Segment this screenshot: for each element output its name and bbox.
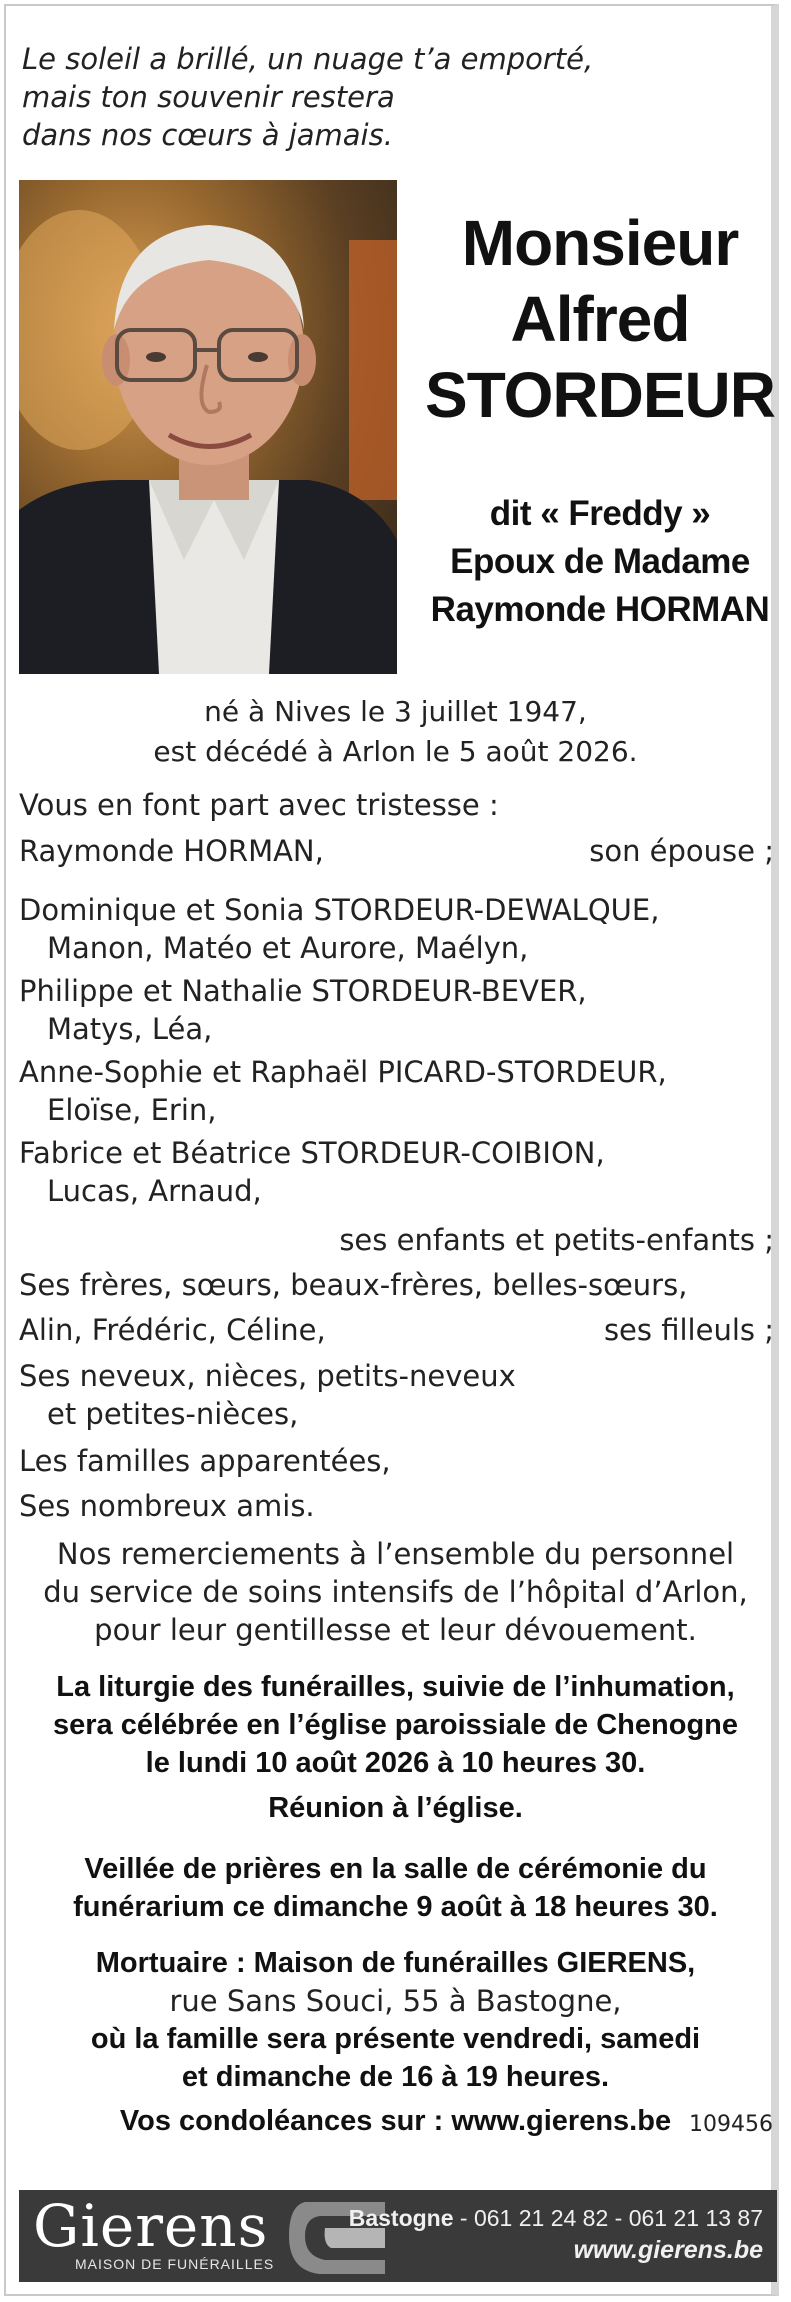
spouse-line-2: Raymonde HORMAN [430, 590, 770, 629]
nephews-line-1: Ses neveux, nièces, petits-neveux [19, 1359, 516, 1393]
mortuary-line-3: où la famille sera présente vendredi, samedi [90, 2023, 701, 2055]
family-parents: Anne-Sophie et Raphaël PICARD-STORDEUR, [19, 1055, 667, 1089]
vigil-line: funérarium ce dimanche 9 août à 18 heures 30. [73, 1891, 718, 1923]
family-kids: Manon, Matéo et Aurore, Maélyn, [47, 931, 529, 965]
thanks-block [0, 1535, 791, 1649]
thanks-line: Nos remerciements à l’ensemble du personnel [56, 1537, 735, 1571]
name-title: Monsieur [461, 207, 739, 279]
vigil-line: Veillée de prières en la salle de cérémonie du [84, 1853, 707, 1885]
brand-subtitle: MAISON DE FUNÉRAILLES [75, 2256, 275, 2272]
mortuary-line-4: et dimanche de 16 à 19 heures. [181, 2061, 610, 2093]
thanks-line: du service de soins intensifs de l’hôpital d’Arlon, [43, 1575, 748, 1609]
children-relation: ses enfants et petits-enfants ; [339, 1223, 774, 1257]
poem [22, 40, 722, 154]
family-kids: Eloïse, Erin, [47, 1093, 217, 1127]
name-first: Alfred [510, 283, 690, 355]
spouse-row [19, 834, 774, 874]
intro-text: Vous en font part avec tristesse : [19, 788, 499, 822]
liturgy-line: La liturgie des funérailles, suivie de l’inhumation, [56, 1671, 735, 1703]
deceased-name [410, 205, 790, 433]
nickname: dit « Freddy » [489, 494, 711, 533]
family-kids: Matys, Léa, [47, 1012, 213, 1046]
poem-line: mais ton souvenir restera [22, 80, 395, 114]
liturgy-line: sera célébrée en l’église paroissiale de Chenogne [52, 1709, 739, 1741]
vigil-block [0, 1850, 791, 1926]
mortuary-line-1: Mortuaire : Maison de funérailles GIERENS, [95, 1947, 696, 1979]
family-kids: Lucas, Arnaud, [47, 1174, 262, 1208]
birth-death-info [0, 692, 791, 772]
contact-website[interactable]: www.gierens.be [573, 2236, 763, 2264]
liturgy-line: le lundi 10 août 2026 à 10 heures 30. [145, 1747, 646, 1779]
thanks-line: pour leur gentillesse et leur dévouement. [94, 1613, 697, 1647]
condolences-text: Vos condoléances sur : www.gierens.be [119, 2105, 672, 2137]
deceased-portrait-photo [19, 180, 397, 674]
deceased-subtitle [410, 490, 790, 634]
funeral-home-footer [19, 2190, 777, 2282]
spouse-name: Raymonde HORMAN, [19, 834, 324, 868]
siblings-line: Ses frères, sœurs, beaux-frères, belles-sœurs, [19, 1268, 688, 1302]
poem-line: dans nos cœurs à jamais. [22, 118, 393, 152]
reference-number: 109456 [689, 2112, 773, 2137]
death-line: est décédé à Arlon le 5 août 2026. [153, 735, 638, 768]
contact-city: Bastogne [348, 2205, 454, 2231]
birth-line: né à Nives le 3 juillet 1947, [204, 695, 587, 728]
brand-logo-text: Gierens [33, 2192, 269, 2260]
mortuary-block [0, 1944, 791, 2096]
friends-line: Ses nombreux amis. [19, 1489, 315, 1523]
family-parents: Dominique et Sonia STORDEUR-DEWALQUE, [19, 893, 660, 927]
mortuary-address: rue Sans Souci, 55 à Bastogne, [169, 1984, 622, 2018]
poem-line: Le soleil a brillé, un nuage t’a emporté, [22, 42, 594, 76]
families-line: Les familles apparentées, [19, 1444, 391, 1478]
meeting-text: Réunion à l’église. [268, 1792, 523, 1824]
spouse-relation: son épouse ; [589, 834, 774, 868]
godchildren-row [19, 1313, 774, 1353]
spouse-line-1: Epoux de Madame [450, 542, 750, 581]
family-parents: Philippe et Nathalie STORDEUR-BEVER, [19, 974, 587, 1008]
godchildren-relation: ses filleuls ; [603, 1313, 774, 1347]
children-relation-row [19, 1223, 774, 1263]
contact-info [349, 2202, 763, 2266]
nephews-line-2: et petites-nièces, [47, 1397, 299, 1431]
contact-phones: - 061 21 24 82 - 061 21 13 87 [453, 2205, 763, 2231]
family-parents: Fabrice et Béatrice STORDEUR-COIBION, [19, 1136, 605, 1170]
liturgy-block [0, 1668, 791, 1782]
name-last: STORDEUR [425, 359, 775, 431]
godchildren-names: Alin, Frédéric, Céline, [19, 1313, 326, 1347]
